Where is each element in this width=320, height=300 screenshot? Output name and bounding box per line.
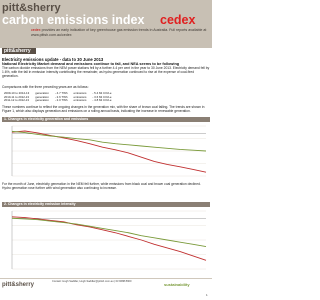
subhead: National Electricity Market demand and emissions continue to fall, and NEA seems to be following (2, 62, 180, 66)
report-header (0, 0, 212, 48)
tagline (31, 28, 209, 38)
table-cell: - 2.6 TWh (54, 94, 68, 99)
paragraph-3: For the month of June, electricity generation in the NEM fell further, while emissions from black coal and brown coal generation declined. Hydro generation rose further with wind generation also continuing to increase. (2, 182, 201, 190)
chart-2 (2, 208, 210, 274)
tagline-highlight: cedex (31, 28, 41, 32)
brand-logo: pitt&sherry (2, 2, 61, 14)
table-cell: generation (35, 94, 49, 99)
table-cell: emissions (73, 94, 87, 99)
table-cell: 2011-12 to 2012-13 (4, 98, 30, 103)
paragraph-2: These numbers continue to reflect the ongoing changes in the generation mix, with the share of brown coal falling. The trends are shown in Figure 1, which also displays generation and emissions on a rolling annual basis, indicating the increase in renewable generation. (2, 105, 205, 113)
series-line-2 (12, 218, 206, 246)
table-cell: - 3.6 Mt CO2-e (92, 94, 112, 99)
report-title-accent: cedex (160, 13, 196, 27)
table-cell: generation (35, 98, 49, 103)
table-cell: - 4.7 TWh (54, 91, 68, 95)
side-logo: pitt&sherry (2, 48, 36, 54)
footer-contact: Contact: Hugh Saddler, Hugh.Saddler@pittsh.com.au | 03 9688 8900 (52, 280, 132, 283)
chart-1 (2, 123, 210, 181)
comparison-intro: Comparisons with the three preceding years are as follows: (2, 85, 89, 89)
footer-divider (0, 278, 212, 279)
table-cell: 2010-11 to 2012-13 (4, 94, 30, 99)
table-cell: generation (35, 91, 49, 95)
tagline-text: provides an early indication of key greenhouse gas emission trends in Australia. Full reports available at www.pittsh.com.au/cedex (31, 28, 207, 37)
table-row (4, 99, 118, 103)
headline: Electricity emissions update - data to 30 June 2013 (2, 57, 104, 62)
table-cell: - 2.0 TWh (54, 98, 68, 103)
chart-1-title: 1. Changes in electricity generation and emissions (2, 117, 210, 122)
comparison-table (4, 92, 118, 103)
footer-logo: pitt&sherry (2, 282, 35, 288)
series-line-1 (12, 131, 206, 172)
table-cell: emissions (73, 91, 87, 95)
table-cell: - 5.4 Mt CO2-e (92, 91, 112, 95)
table-cell: 2009-10 to 2012-13 (4, 91, 30, 95)
table-cell: emissions (73, 98, 87, 103)
page-number: 1 (206, 293, 208, 297)
report-title: carbon emissions index (2, 13, 145, 27)
series-line-1 (12, 217, 206, 260)
chart-2-title: 2. Changes in electricity emission intensity (2, 202, 210, 207)
footer-sustainability-logo: sustainability (164, 282, 190, 287)
intro-paragraph: The carbon dioxide emissions from the NEM power stations fell by a further 4.4 per cent in the year to 30 June 2013. Electricity demand fell by 1.6%, with the fall in emission intensity contributing the remainder, as hydro generation continued to rise at the expense of coal-fired generation. (2, 66, 210, 78)
table-cell: - 4.8 Mt CO2-e (92, 98, 112, 103)
